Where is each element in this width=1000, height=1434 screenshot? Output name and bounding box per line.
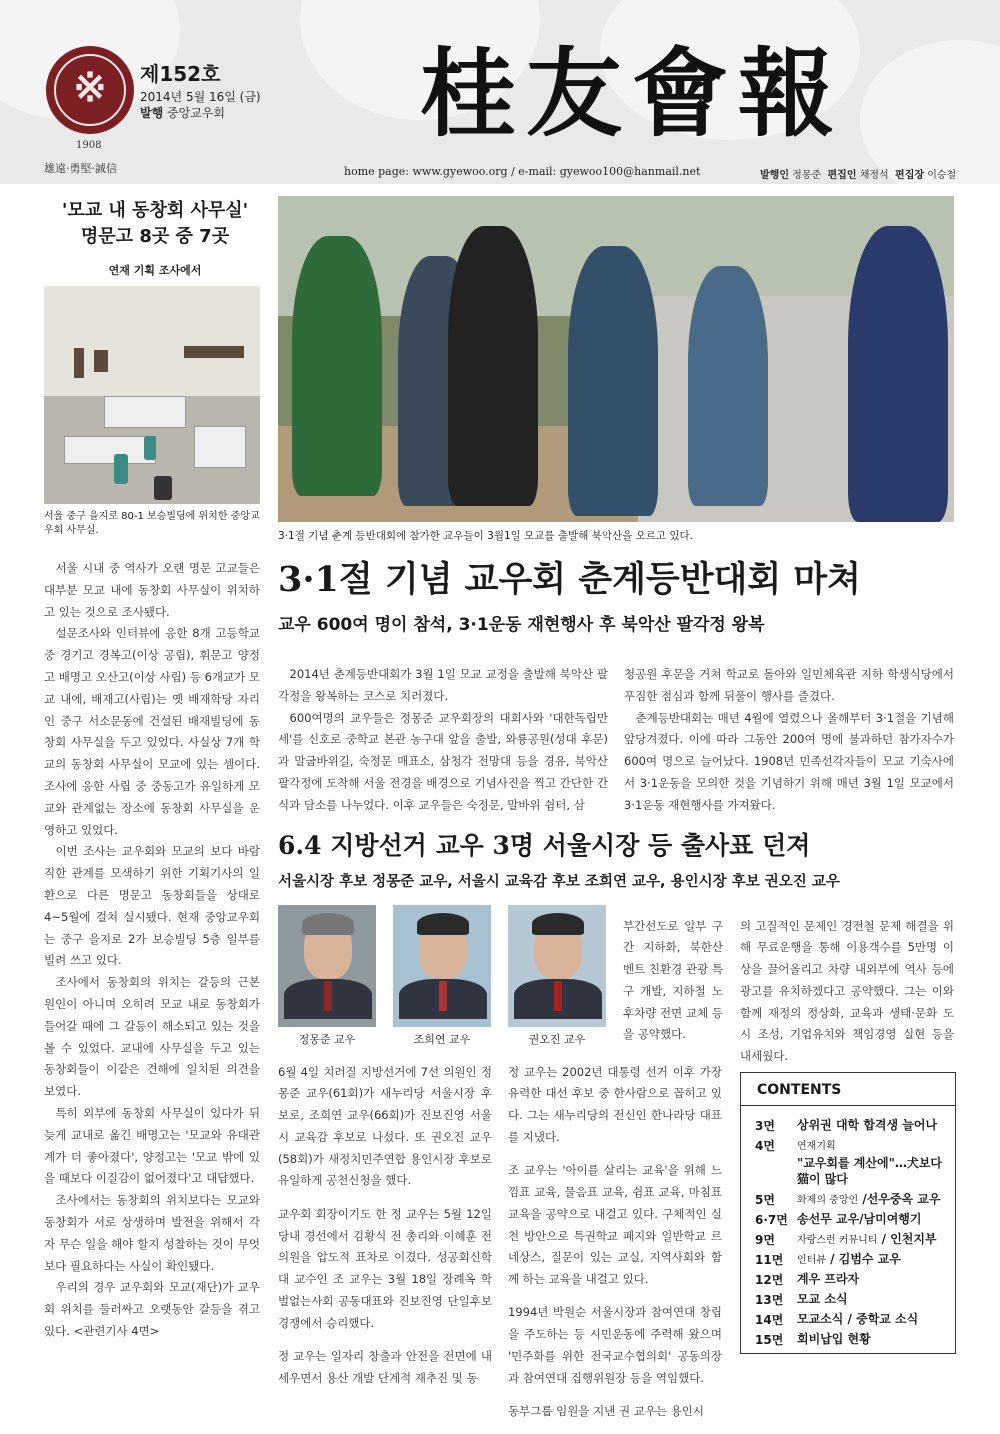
contents-page: 6·7면 — [755, 1213, 788, 1227]
contents-page: 5면 — [755, 1193, 775, 1207]
founded-year: 1908 — [76, 140, 102, 151]
paragraph: 특히 외부에 동창회 사무실이 있다가 뒤늦게 교내로 옮긴 배명고는 '모교와 유대관계가 더 좋아졌다', 양정고는 '모교 밖에 있을 때보다 이질감이 없어졌다'고 대답했다. — [44, 1105, 260, 1186]
staff-role: 발행인 — [760, 170, 789, 181]
paragraph: 조 교우는 '아이를 살리는 교육'을 위해 느낌표 교육, 물음표 교육, 쉼표 교육, 마침표 교육을 공약으로 내걸고 있다. 구체적인 실천 방안으로 특권학교 폐지와 일반학교 르네상스, 질문이 있는 교실, 지역사회와 함께 하는 교육을 내걸고 있다. — [508, 1163, 722, 1287]
portrait-caption: 조희연 교우 — [413, 1033, 471, 1046]
paragraph: 서울 시내 중 역사가 오랜 명문 고교들은 대부분 모교 내에 동창회 사무실이 위치하고 있는 것으로 조사됐다. — [44, 561, 260, 619]
contents-title-text: / 인천지부 — [881, 1232, 937, 1246]
contents-page: 11면 — [755, 1253, 784, 1267]
contents-label: 인터뷰 — [797, 1255, 826, 1266]
portrait-photo — [278, 905, 376, 1027]
side-article-subtitle: 연재 기획 조사에서 — [108, 264, 202, 277]
paragraph: 우리의 경우 교우회와 모교(재단)가 교우회 위치를 둘러싸고 오랫동안 갈등을 겪고 있다. <관련기사 4면> — [44, 1280, 260, 1338]
contents-header — [741, 1073, 955, 1106]
main-subhead: 교우 600여 명이 참석, 3·1운동 재현행사 후 북악산 팔각정 왕복 — [278, 615, 765, 635]
staff-name: 정몽준 — [792, 170, 822, 181]
office-photo-caption: 서울 중구 을지로 80-1 보승빌딩에 위치한 중앙교우회 사무실. — [44, 511, 260, 536]
paragraph: 정 교우는 일자리 창출과 안전을 전면에 내세우면서 용산 개발 단계적 재추진 및 동 — [278, 1349, 492, 1385]
contents-label: 연재기획 — [797, 1141, 836, 1152]
school-emblem-icon: ※ — [46, 46, 134, 134]
contents-entry — [797, 1331, 951, 1347]
paragraph: 1994년 박원순 서울시장과 참여연대 창립을 주도하는 등 시민운동에 주력해 왔으며 '민주화를 위한 전국교수협의회' 공동의장과 참여연대 집행위원장 등을 역임했다. — [508, 1305, 722, 1385]
paragraph: 조사에서 동창회의 위치는 갈등의 근본 원인이 아니며 오히려 모교 내로 동창회가 들어갈 때에 그 갈등이 해소되고 있는 것을 볼 수 있었다. 교내에 사무실을 두고 있는 동창회들이 이같은 견해에 일치된 의견을 보였다. — [44, 975, 260, 1099]
staff-name: 이승철 — [927, 170, 957, 181]
paragraph: 부간선도로 일부 구간 지하화, 북한산 벤트 친환경 관광 특구 개발, 지하철 노후차량 전면 교체 등을 공약했다. — [623, 918, 723, 1042]
contents-page: 14면 — [755, 1313, 784, 1327]
paragraph: 2014년 춘계등반대회가 3월 1일 모교 교정을 출발해 북악산 팔각정을 왕복하는 코스로 치러졌다. — [278, 667, 608, 703]
paragraph: 6월 4일 치러질 지방선거에 7선 의원인 정몽준 교우(61회)가 새누리당 서울시장 후보로, 조희연 교우(66회)가 진보진영 서울시 교육감 후보로 나섰다. 또 권오진 교우(58회)가 새정치민주연합 용인시장 후보로 유일하게 공천신청을 했다. — [278, 1064, 492, 1188]
office-photo — [44, 286, 260, 504]
publisher — [140, 104, 225, 121]
paragraph: 의 고질적인 문제인 경전철 문제 해결을 위해 무료운행을 통해 이용객수를 5만명 이상을 끌어올리고 차량 내외부에 역사 등에 광고를 유치하겠다고 공약했다. 그는 이와 함께 재정의 정상화, 교육과 생태·문화 도시 조성, 기업유치와 책임경영 실현 등을 내세웠다. — [740, 918, 954, 1064]
contents-title-text: /선우중옥 교우 — [862, 1192, 941, 1206]
portrait-caption: 정몽준 교우 — [298, 1033, 356, 1046]
hiking-photo — [278, 196, 954, 522]
contents-page: 9면 — [755, 1233, 775, 1247]
staff-role: 편집장 — [895, 170, 925, 181]
publisher-name: 중앙교우회 — [167, 106, 225, 120]
contents-title-text: 모교소식 / 중학교 소식 — [797, 1312, 919, 1326]
contents-page: 4면 — [755, 1139, 775, 1153]
contents-title-text: 계우 프라자 — [797, 1272, 860, 1286]
side-article-body — [44, 558, 260, 1343]
contents-title-text: 모교 소식 — [797, 1292, 848, 1306]
contents-title-text: 회비납입 현황 — [797, 1332, 871, 1346]
contents-title-text: / 김범수 교우 — [830, 1252, 901, 1266]
side-title-line: '모교 내 동창회 사무실' — [61, 200, 249, 221]
paragraph: 조사에서는 동창회의 위치보다는 모교와 동창회가 서로 상생하며 발전을 위해서 각자 무슨 일을 해야 할지 성찰하는 것이 무엇보다 필요하다는 사실이 확인됐다. — [44, 1193, 260, 1273]
contents-title: CONTENTS — [757, 1082, 842, 1098]
election-article-column — [740, 904, 954, 1080]
side-article-title — [40, 198, 270, 250]
paragraph: 춘계등반대회는 매년 4월에 열렸으나 올해부터 3·1절을 기념해 앞당겨졌다. 이에 따라 그동안 200여 명에 불과하던 참가자수가 600여 명으로 늘어났다. 1908년 민족선각자들이 모교 기숙사에서 3·1운동을 모의한 것을 기념하기 위해 매년 3월 1일 모교에서 3·1운동 재현행사를 가져왔다. — [624, 710, 954, 812]
contents-page: 3면 — [755, 1119, 775, 1133]
contents-title-text: 송선무 교우/남미여행기 — [797, 1212, 922, 1226]
paragraph: 동부그룹 임원을 지낸 권 교우는 용인시 — [508, 1404, 705, 1419]
contents-entry — [797, 1311, 951, 1327]
portrait-photo — [393, 905, 491, 1027]
election-article-column — [508, 1050, 722, 1434]
contents-label: 자랑스런 커뮤니티 — [797, 1235, 878, 1246]
paragraph: 600여명의 교우들은 정몽준 교우회장의 대회사와 '대한독립만세'를 신호로 중학교 본관 농구대 앞을 출발, 와룡공원(성대 후문)과 말굽바위길, 숙정문 매표소, 삼청각 전망대 등을 경유, 북악산 팔각정에 도착해 서울 전경을 배경으로 기념사진을 찍고 간단한 간식과 담소를 나누었다. 이후 교우들은 숙정문, 말바위 쉼터, 삼 — [278, 710, 608, 812]
paragraph: 청공원 후문을 거쳐 학교로 돌아와 일민체육관 지하 학생식당에서 푸짐한 점심과 함께 뒤풀이 행사를 즐겼다. — [624, 667, 954, 703]
paragraph: 설문조사와 인터뷰에 응한 8개 고등학교 중 경기고 경복고(이상 공립), 휘문고 양정고 배명고 오산고(이상 사립) 등 6개교가 모교 내에, 배재고(사립)는 옛 배재학당 자리인 중구 서소문동에 건설된 배재빌딩에 동창회 사무실을 두고 있었다. 사실상 7개 학교의 동창회 사무실이 모교에 있는 셈이다. 조사에 응한 사립 중 중동고가 유일하게 모교와 관계없는 장소에 동창회 사무실을 운영하고 있었다. — [44, 626, 260, 837]
paragraph: 교우회 회장이기도 한 정 교우는 5월 12일 당내 경선에서 김황식 전 총리와 이혜훈 전 의원을 압도적 표차로 이겼다. 성공회신학대 교수인 조 교우는 3월 18일 장례옥 학벌없는사회 공동대표와 진보진영 단일후보경쟁에서 승리했다. — [278, 1206, 492, 1330]
contents-entry — [797, 1211, 951, 1229]
homepage-line: home page: www.gyewoo.org / e-mail: gyewoo100@hanmail.net — [344, 165, 701, 178]
decor-circle — [860, 40, 1000, 184]
hiking-photo-caption: 3·1절 기념 춘계 등반대회에 참가한 교우들이 3월1일 모교를 출발해 북악산을 오르고 있다. — [278, 530, 693, 542]
staff-line — [760, 166, 956, 181]
contents-entry — [797, 1231, 951, 1249]
motto: 雄遠·勇堅·誠信 — [44, 162, 117, 175]
paragraph: 정 교우는 2002년 대통령 선거 이후 가장 유력한 대선 후보 중 한사람으로 꼽히고 있다. 그는 새누리당의 전신인 한나라당 대표를 지냈다. — [508, 1064, 722, 1144]
contents-entry — [797, 1137, 951, 1187]
side-title-line: 명문고 8곳 중 7곳 — [80, 226, 230, 247]
contents-title-text: "교우회를 계산에"…犬보다 猫이 많다 — [797, 1156, 943, 1186]
election-article-column — [278, 1050, 492, 1401]
newspaper-title: 桂友會報 — [420, 37, 844, 150]
election-headline: 6.4 지방선거 교우 3명 서울시장 등 출사표 던져 — [278, 831, 811, 860]
contents-page: 15면 — [755, 1333, 784, 1347]
contents-entry — [797, 1251, 951, 1269]
election-article-column — [623, 904, 723, 1058]
contents-entry — [797, 1191, 951, 1209]
main-article-column — [624, 664, 954, 817]
main-headline: 3·1절 기념 교우회 춘계등반대회 마쳐 — [278, 559, 861, 600]
contents-entry — [797, 1117, 951, 1135]
contents-entry — [797, 1271, 951, 1287]
contents-entry — [797, 1291, 951, 1307]
contents-title-text: 상위권 대학 합격생 늘어나 — [797, 1118, 938, 1132]
contents-page: 13면 — [755, 1293, 784, 1307]
publisher-label: 발행 — [140, 106, 164, 120]
paragraph: 이번 조사는 교우회와 모교의 보다 바람직한 관계를 모색하기 위한 기획기사의 일환으로 다른 명문고 동창회들을 상대로 4~5월에 걸쳐 실시됐다. 현재 중앙교우회는 중구 을지로 2가 보승빌딩 5층 일부를 빌려 쓰고 있다. — [44, 844, 260, 968]
portrait-photo — [508, 905, 606, 1027]
staff-name: 채정석 — [859, 170, 889, 181]
election-subhead: 서울시장 후보 정몽준 교우, 서울시 교육감 후보 조희연 교우, 용인시장 후보 권오진 교우 — [278, 874, 840, 890]
contents-box — [740, 1072, 956, 1354]
portrait-caption: 권오진 교우 — [528, 1033, 586, 1046]
issue-number: 제152호 — [140, 62, 221, 86]
contents-page: 12면 — [755, 1273, 784, 1287]
issue-date: 2014년 5월 16일 (금) — [140, 90, 261, 104]
main-article-column — [278, 664, 608, 817]
contents-label: 화제의 중앙인 — [797, 1195, 859, 1206]
staff-role: 편집인 — [827, 170, 857, 181]
